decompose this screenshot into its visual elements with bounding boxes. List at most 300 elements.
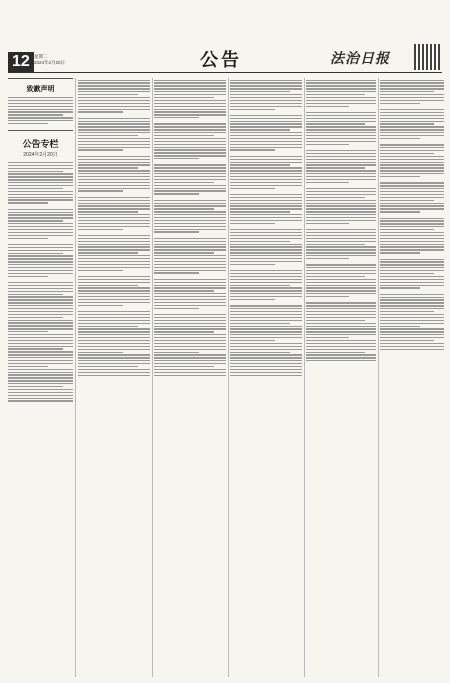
text-line — [306, 249, 376, 250]
text-line — [306, 156, 376, 157]
text-line — [306, 197, 365, 198]
text-line — [380, 173, 444, 174]
text-line — [8, 380, 73, 381]
text-line — [8, 357, 73, 358]
text-line — [230, 293, 302, 294]
text-line — [8, 270, 73, 271]
text-line — [154, 246, 226, 247]
text-line — [78, 100, 150, 101]
text-line — [230, 326, 302, 327]
text-line — [230, 296, 302, 297]
text-line — [230, 223, 275, 224]
text-line — [154, 372, 226, 373]
text-line — [8, 302, 73, 303]
text-line — [306, 132, 376, 133]
column-6 — [380, 78, 444, 677]
text-line — [8, 250, 73, 251]
text-line — [154, 293, 226, 294]
text-line — [380, 337, 444, 338]
text-line — [230, 200, 302, 201]
text-line — [8, 386, 63, 387]
text-line — [230, 235, 302, 236]
text-line — [78, 123, 150, 124]
text-line — [78, 235, 150, 236]
text-line — [78, 372, 150, 373]
text-line — [78, 246, 150, 247]
text-line — [380, 182, 444, 183]
text-line — [230, 229, 302, 230]
text-line — [78, 282, 150, 283]
text-line — [230, 354, 302, 355]
text-line — [154, 114, 226, 115]
text-line — [380, 80, 444, 81]
text-line — [78, 317, 150, 318]
text-line — [380, 156, 444, 157]
text-line — [306, 82, 376, 83]
text-line — [8, 392, 73, 393]
edition-date: 2024年2月20日 — [34, 60, 66, 65]
text-line — [154, 103, 226, 104]
text-line — [154, 261, 226, 262]
text-line — [306, 244, 365, 245]
text-line — [306, 203, 376, 204]
text-line — [78, 97, 150, 98]
text-line — [8, 337, 73, 338]
text-line — [230, 255, 302, 256]
text-line — [306, 103, 376, 104]
text-line — [380, 150, 444, 151]
text-line — [8, 400, 73, 401]
text-line — [154, 326, 226, 327]
text-line — [78, 238, 150, 239]
text-line — [306, 354, 376, 355]
text-line — [8, 369, 73, 370]
text-line — [230, 80, 302, 81]
text-line — [230, 343, 302, 344]
text-line — [154, 173, 226, 174]
text-line — [78, 164, 150, 165]
text-line — [154, 152, 226, 153]
text-line — [380, 103, 420, 104]
text-line — [78, 244, 150, 245]
text-line — [380, 121, 444, 122]
text-line — [306, 217, 376, 218]
text-line — [380, 135, 444, 136]
text-line — [78, 141, 150, 142]
text-line — [306, 129, 376, 130]
text-line — [8, 123, 48, 124]
text-line — [306, 162, 376, 163]
text-line — [8, 294, 63, 295]
text-line — [230, 159, 302, 160]
text-line — [154, 334, 226, 335]
text-line — [230, 211, 290, 212]
text-line — [154, 138, 226, 139]
text-line — [154, 88, 226, 89]
text-line — [306, 182, 349, 183]
text-line — [380, 349, 444, 350]
text-line — [230, 91, 290, 92]
text-line — [380, 287, 420, 288]
text-line — [8, 229, 73, 230]
text-line — [154, 357, 226, 358]
text-line — [230, 109, 275, 110]
text-line — [380, 302, 444, 303]
text-line — [8, 389, 73, 390]
text-line — [78, 147, 150, 148]
text-line — [78, 103, 150, 104]
text-line — [154, 82, 226, 83]
text-line — [154, 117, 199, 118]
text-line — [154, 282, 226, 283]
text-line — [230, 232, 302, 233]
text-line — [154, 190, 226, 191]
text-line — [78, 375, 150, 376]
text-line — [78, 223, 150, 224]
text-line — [78, 205, 150, 206]
text-line — [306, 223, 349, 224]
text-line — [8, 261, 73, 262]
text-line — [380, 326, 420, 327]
text-line — [154, 296, 226, 297]
text-line — [8, 165, 73, 166]
text-line — [154, 290, 214, 291]
text-line — [380, 123, 434, 124]
apology-notice — [8, 78, 73, 131]
text-line — [306, 80, 376, 81]
text-line — [78, 80, 150, 81]
text-line — [8, 176, 73, 177]
text-line — [230, 346, 302, 347]
text-line — [306, 346, 376, 347]
text-line — [8, 296, 73, 297]
text-line — [306, 85, 376, 86]
text-line — [154, 200, 226, 201]
text-line — [230, 126, 302, 127]
text-line — [380, 132, 444, 133]
text-line — [78, 170, 150, 171]
text-line — [380, 170, 444, 171]
text-line — [154, 94, 226, 95]
text-line — [380, 218, 444, 219]
text-line — [8, 247, 73, 248]
text-line — [306, 285, 376, 286]
text-line — [230, 279, 302, 280]
column-date: 2024年2月20日 — [23, 151, 58, 158]
text-line — [8, 111, 73, 112]
text-line — [78, 156, 150, 157]
text-line — [8, 291, 73, 292]
text-line — [306, 296, 349, 297]
text-line — [78, 149, 123, 150]
text-line — [154, 287, 226, 288]
text-line — [154, 155, 226, 156]
text-line — [306, 126, 376, 127]
text-line — [154, 346, 226, 347]
text-line — [380, 223, 444, 224]
text-line — [380, 191, 444, 192]
text-line — [8, 317, 63, 318]
page-number: 12 — [8, 52, 34, 72]
text-line — [78, 182, 150, 183]
text-line — [154, 188, 226, 189]
text-line — [78, 279, 150, 280]
text-line — [306, 97, 376, 98]
text-line — [380, 308, 444, 309]
text-line — [154, 272, 199, 273]
text-line — [230, 217, 302, 218]
text-line — [230, 331, 302, 332]
text-line — [380, 297, 444, 298]
text-line — [154, 231, 199, 232]
text-line — [380, 320, 444, 321]
text-line — [154, 164, 226, 165]
text-line — [8, 191, 73, 192]
text-line — [8, 232, 73, 233]
text-line — [380, 208, 444, 209]
text-line — [230, 334, 302, 335]
text-line — [78, 349, 150, 350]
text-line — [8, 220, 63, 221]
text-line — [8, 311, 73, 312]
text-line — [8, 188, 63, 189]
text-line — [154, 203, 226, 204]
text-line — [78, 82, 150, 83]
text-line — [154, 331, 214, 332]
text-line — [230, 290, 302, 291]
text-line — [230, 311, 302, 312]
text-line — [230, 97, 302, 98]
text-line — [154, 193, 199, 194]
text-line — [306, 287, 376, 288]
text-line — [154, 179, 226, 180]
text-line — [230, 205, 302, 206]
column-title: 公告专栏 — [22, 138, 59, 149]
text-line — [154, 170, 226, 171]
text-line — [380, 159, 444, 160]
text-line — [380, 249, 444, 250]
text-line — [306, 235, 376, 236]
text-line — [380, 252, 420, 253]
text-line — [380, 138, 420, 139]
column-divider — [75, 78, 76, 677]
text-line — [306, 349, 376, 350]
text-line — [154, 91, 226, 92]
text-line — [306, 293, 376, 294]
text-line — [380, 241, 444, 242]
text-line — [306, 164, 376, 165]
text-line — [78, 261, 150, 262]
text-line — [78, 264, 150, 265]
text-line — [154, 208, 214, 209]
text-line — [380, 200, 434, 201]
text-line — [154, 252, 214, 253]
text-line — [78, 176, 150, 177]
qr-code-icon — [414, 44, 440, 70]
text-line — [230, 299, 275, 300]
text-line — [154, 305, 226, 306]
text-line — [230, 138, 302, 139]
text-line — [8, 372, 73, 373]
text-line — [8, 346, 73, 347]
text-line — [380, 203, 444, 204]
text-line — [230, 179, 302, 180]
text-line — [230, 121, 302, 122]
column-5 — [306, 78, 376, 677]
text-line — [380, 235, 444, 236]
text-line — [154, 267, 226, 268]
text-line — [8, 374, 73, 375]
text-line — [78, 346, 150, 347]
text-line — [380, 311, 434, 312]
text-line — [8, 377, 73, 378]
text-line — [306, 88, 376, 89]
notice-title: 致歉声明 — [26, 86, 55, 93]
text-line — [380, 185, 444, 186]
text-line — [380, 238, 444, 239]
text-line — [306, 135, 376, 136]
text-line — [306, 100, 376, 101]
text-line — [154, 211, 226, 212]
text-line — [306, 118, 376, 119]
text-line — [306, 267, 376, 268]
text-line — [306, 229, 376, 230]
text-line — [230, 244, 302, 245]
text-line — [78, 320, 150, 321]
text-line — [230, 273, 302, 274]
text-line — [154, 167, 226, 168]
text-line — [230, 85, 302, 86]
text-line — [8, 325, 73, 326]
text-line — [78, 252, 138, 253]
text-line — [306, 326, 376, 327]
text-line — [154, 132, 226, 133]
text-line — [8, 162, 73, 163]
text-line — [306, 340, 376, 341]
text-line — [8, 276, 48, 277]
text-line — [380, 82, 444, 83]
text-line — [306, 308, 376, 309]
text-line — [230, 144, 302, 145]
text-line — [230, 82, 302, 83]
text-line — [306, 314, 376, 315]
text-line — [380, 91, 434, 92]
text-line — [380, 220, 444, 221]
text-line — [380, 97, 444, 98]
text-line — [78, 167, 138, 168]
text-line — [154, 126, 226, 127]
text-line — [230, 287, 302, 288]
text-line — [230, 261, 302, 262]
text-line — [78, 314, 150, 315]
text-line — [230, 320, 302, 321]
text-line — [78, 290, 150, 291]
text-line — [380, 317, 444, 318]
masthead-logo: 法治日报 — [330, 51, 390, 67]
text-line — [154, 182, 214, 183]
text-line — [78, 118, 150, 119]
text-line — [230, 241, 290, 242]
text-line — [306, 337, 349, 338]
text-line — [306, 173, 376, 174]
text-line — [78, 106, 150, 107]
text-line — [230, 100, 302, 101]
text-line — [380, 276, 444, 277]
text-line — [306, 246, 376, 247]
text-line — [8, 117, 73, 118]
column-divider — [152, 78, 153, 677]
text-line — [306, 170, 376, 171]
text-line — [78, 200, 150, 201]
text-line — [78, 357, 150, 358]
text-line — [154, 223, 226, 224]
text-line — [78, 173, 150, 174]
text-line — [306, 94, 365, 95]
text-line — [306, 328, 376, 329]
text-line — [154, 285, 226, 286]
text-line — [78, 109, 150, 110]
text-line — [8, 282, 73, 283]
text-line — [78, 360, 150, 361]
text-line — [154, 255, 226, 256]
text-line — [306, 352, 365, 353]
text-line — [306, 153, 376, 154]
text-line — [306, 232, 376, 233]
text-line — [8, 202, 48, 203]
text-line — [154, 111, 226, 112]
text-line — [154, 279, 226, 280]
text-line — [8, 348, 63, 349]
text-line — [154, 106, 226, 107]
text-line — [306, 220, 376, 221]
text-line — [78, 185, 150, 186]
edition-day: 星期二 — [34, 54, 48, 59]
text-line — [8, 322, 73, 323]
text-line — [154, 80, 226, 81]
text-line — [78, 111, 123, 112]
text-line — [230, 188, 275, 189]
text-line — [78, 366, 138, 367]
text-line — [154, 229, 226, 230]
text-line — [8, 308, 73, 309]
text-line — [78, 203, 150, 204]
text-line — [78, 302, 150, 303]
text-line — [8, 120, 73, 121]
text-line — [154, 144, 226, 145]
text-line — [230, 252, 302, 253]
text-line — [8, 168, 73, 169]
text-line — [380, 305, 444, 306]
text-line — [8, 264, 73, 265]
column-divider — [378, 78, 379, 677]
text-line — [230, 118, 302, 119]
text-line — [8, 226, 73, 227]
text-line — [380, 279, 444, 280]
text-line — [306, 305, 376, 306]
text-line — [380, 340, 434, 341]
text-line — [8, 212, 73, 213]
text-line — [78, 334, 150, 335]
text-line — [154, 214, 226, 215]
text-line — [306, 264, 376, 265]
text-line — [154, 352, 199, 353]
text-line — [230, 135, 302, 136]
text-line — [8, 194, 73, 195]
text-line — [78, 311, 150, 312]
text-line — [380, 197, 444, 198]
text-line — [230, 349, 302, 350]
text-line — [154, 320, 226, 321]
